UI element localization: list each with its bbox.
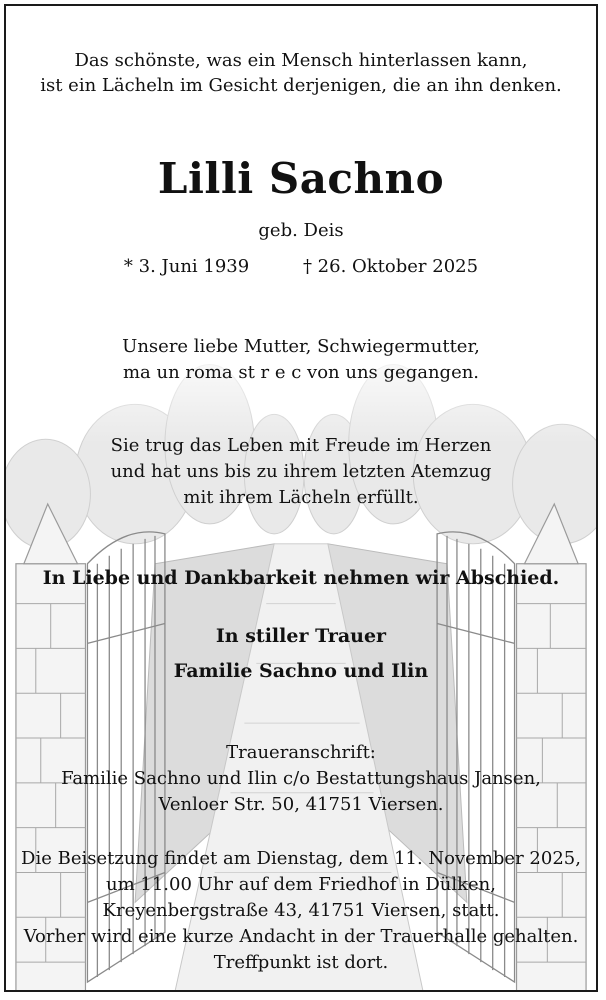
message-line-2: ma un roma st r e c von uns gegangen. [122,362,480,383]
tribute-line-1: Sie trug das Leben mit Freude im Herzen [110,435,492,456]
birth-date: * 3. Juni 1939 [123,256,250,277]
quote-line-1: Das schönste, was ein Mensch hinterlassen kann, [74,50,528,71]
funeral-line-4: Vorher wird eine kurze Andacht in der Trauerhalle gehalten. [23,926,579,947]
address-line-3: Venloer Str. 50, 41751 Viersen. [158,794,444,815]
death-date: † 26. Oktober 2025 [302,256,479,277]
message-line-1: Unsere liebe Mutter, Schwiegermutter, [122,336,480,357]
tribute-line-2: und hat uns bis zu ihrem letzten Atemzug [110,461,492,482]
address-line-2: Familie Sachno und Ilin c/o Bestattungshaus Jansen, [61,768,541,789]
farewell-text: In Liebe und Dankbarkeit nehmen wir Abschied. [42,567,560,589]
obituary-frame [4,4,598,992]
funeral-line-5: Treffpunkt ist dort. [213,952,389,973]
quote-line-2: ist ein Lächeln im Gesicht derjenigen, die an ihn denken. [40,75,562,96]
deceased-name: Lilli Sachno [157,154,445,203]
birth-name: geb. Deis [258,220,344,241]
funeral-line-1: Die Beisetzung findet am Dienstag, dem 11. November 2025, [21,848,581,869]
funeral-line-3: Kreyenbergstraße 43, 41751 Viersen, statt. [102,900,500,921]
address-line-1: Traueranschrift: [226,742,376,763]
tribute-line-3: mit ihrem Lächeln erfüllt. [183,487,419,508]
life-dates [6,256,596,277]
funeral-line-2: um 11.00 Uhr auf dem Friedhof in Dülken, [106,874,496,895]
mourning-text: In stiller Trauer [215,625,387,647]
family-name: Familie Sachno und Ilin [173,660,429,682]
